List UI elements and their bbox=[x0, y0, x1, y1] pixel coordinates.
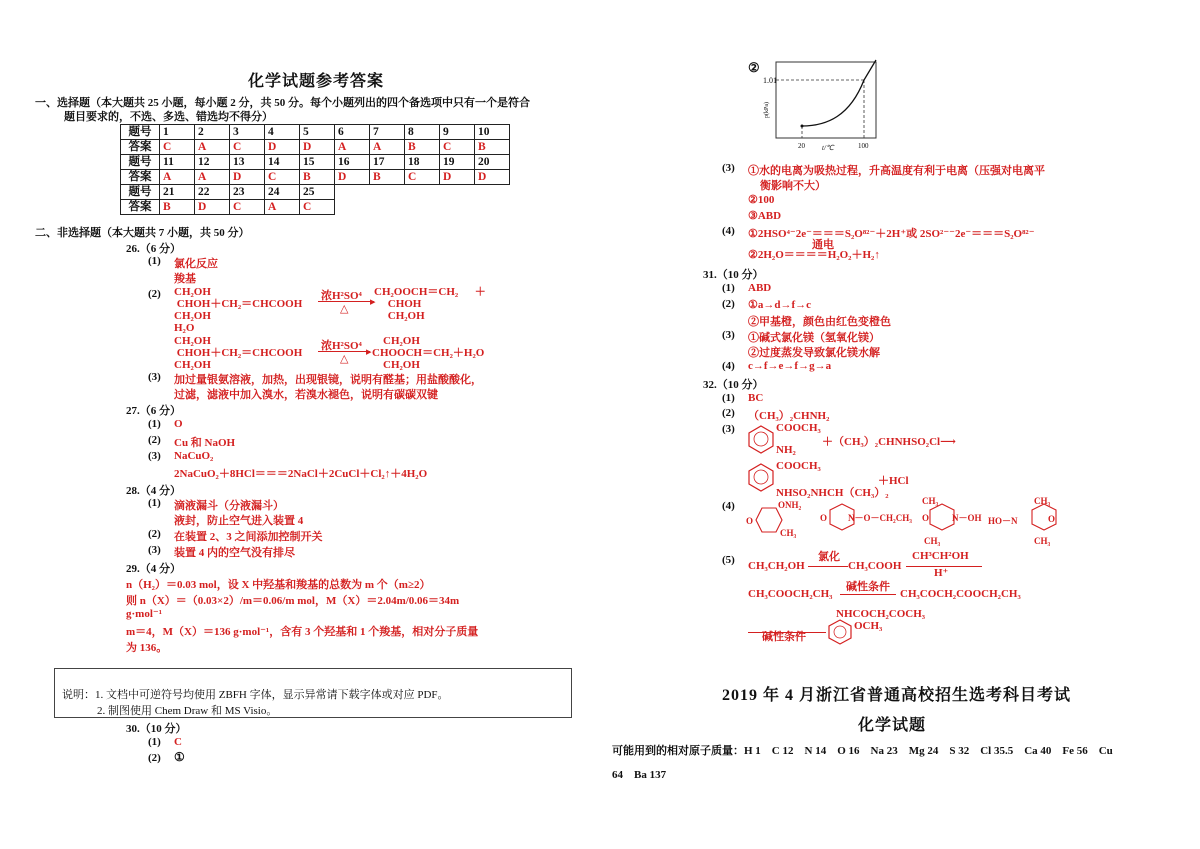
label-3: (3) bbox=[148, 450, 161, 462]
table-row: 答案 B D C A C bbox=[121, 200, 510, 215]
graph-x-tick: 100 bbox=[858, 142, 869, 150]
q32-answer-2: （CH₃）₂CHNH₂ bbox=[748, 410, 830, 422]
q32-heading: 32.（10 分） bbox=[703, 379, 764, 391]
q27-answer-3a: NaCuO₂ bbox=[174, 450, 214, 462]
q32-reactant: ＋（CH₃）₂CHNHSO₂Cl⟶ bbox=[822, 436, 956, 448]
label-2: (2) bbox=[148, 288, 161, 300]
table-row: 题号 1 2 3 4 5 6 7 8 9 10 bbox=[121, 125, 510, 140]
reaction-condition-2: 浓H²SO⁴ bbox=[321, 340, 362, 352]
q29-heading: 29.（4 分） bbox=[126, 563, 181, 575]
q30-answer-3a: ①水的电离为吸热过程，升高温度有利于电离（压强对电离平 bbox=[748, 165, 1045, 177]
label-3: (3) bbox=[722, 423, 735, 435]
reaction-condition: 浓H²SO⁴ bbox=[321, 290, 362, 302]
svg-text:CH₃: CH₃ bbox=[1034, 536, 1051, 546]
q32-isomer-structures bbox=[744, 496, 1074, 552]
substituent-cooch3: COOCH₃ bbox=[776, 460, 821, 472]
q30-answer-4-condition: 通电 bbox=[812, 239, 834, 251]
q27-answer-2: Cu 和 NaOH bbox=[174, 437, 236, 449]
q30-answer-3b: 衡影响不大） bbox=[760, 180, 826, 192]
arrow-head-2: ▸ bbox=[366, 346, 372, 358]
q29-line-a: n（H₂）＝0.03 mol，设 X 中羟基和羧基的总数为 m 个（m≥2） bbox=[126, 579, 431, 591]
q32-5-start: CH₃CH₂OH bbox=[748, 560, 805, 572]
section1-heading-cont: 题目要求的，不选、多选、错选均不得分） bbox=[64, 111, 273, 123]
vapor-pressure-graph bbox=[762, 56, 892, 160]
label-3: (3) bbox=[148, 544, 161, 556]
q28-answer-2: 在装置 2、3 之间添加控制开关 bbox=[174, 531, 323, 543]
label-2: (2) bbox=[148, 434, 161, 446]
q30-answer-2: ① bbox=[174, 750, 185, 764]
label-5: (5) bbox=[722, 554, 735, 566]
q26-answer-1a: 氯化反应 bbox=[174, 258, 218, 270]
note-line-1: 说明：1. 文档中可逆符号均使用 ZBFH 字体，显示异常请下载字体或对应 PDF。 bbox=[62, 689, 449, 701]
q29-line-c: g·mol⁻¹ bbox=[126, 608, 162, 620]
q30-answer-3d: ③ABD bbox=[748, 210, 782, 222]
section1-heading: 一、选择题（本大题共 25 小题，每小题 2 分，共 50 分。每个小题列出的四个备选项中只有一个是符合 bbox=[35, 97, 530, 109]
heat-symbol: △ bbox=[340, 303, 349, 315]
q32-5-cond2: CH³CH²OH bbox=[912, 550, 969, 562]
q32-5-cond3: 碱性条件 bbox=[846, 581, 890, 593]
label-1: (1) bbox=[148, 736, 161, 748]
q31-answer-3b: ②过度蒸发导致氯化镁水解 bbox=[748, 347, 880, 359]
q30-answer-1: C bbox=[174, 736, 182, 748]
q30-heading: 30.（10 分） bbox=[126, 723, 187, 735]
q30-2-circle: ② bbox=[748, 60, 760, 75]
label-1: (1) bbox=[148, 497, 161, 509]
svg-text:N－OH: N－OH bbox=[952, 513, 982, 523]
atomic-masses-line-1: 可能用到的相对原子质量：H 1 C 12 N 14 O 16 Na 23 Mg 24 S 32 Cl 35.5 Ca 40 Fe 56 Cu bbox=[612, 745, 1113, 757]
benzene-ring-icon bbox=[746, 424, 776, 454]
q28-answer-3: 装置 4 内的空气没有排尽 bbox=[174, 547, 295, 559]
label-2: (2) bbox=[722, 407, 735, 419]
arrow bbox=[808, 566, 848, 567]
q32-5-acid: CH₃COOH bbox=[848, 560, 902, 572]
q30-answer-4b: ②2H₂O＝＝＝＝H₂O₂＋H₂↑ bbox=[748, 249, 880, 261]
svg-text:CH₃: CH₃ bbox=[922, 496, 939, 506]
svg-text:ONH₂: ONH₂ bbox=[778, 500, 802, 510]
label-2: (2) bbox=[148, 752, 161, 764]
arrow bbox=[840, 594, 896, 595]
svg-text:O: O bbox=[1048, 514, 1056, 524]
q31-answer-2b: ②甲基橙，颜色由红色变橙色 bbox=[748, 316, 891, 328]
svg-text:O: O bbox=[820, 513, 828, 523]
q31-answer-1: ABD bbox=[748, 282, 772, 294]
label-1: (1) bbox=[148, 255, 161, 267]
svg-text:O: O bbox=[922, 513, 930, 523]
q31-answer-3a: ①碱式氯化镁（氢氧化镁） bbox=[748, 332, 880, 344]
q29-line-b: 则 n（X）＝（0.03×2）/m＝0.06/m mol，M（X）＝2.04m/0.06＝34m bbox=[126, 595, 460, 607]
q32-5-cond4: 碱性条件 bbox=[762, 631, 806, 643]
arrow bbox=[748, 632, 826, 633]
section2-heading: 二、非选择题（本大题共 7 小题，共 50 分） bbox=[35, 227, 250, 239]
q30-answer-4a: ①2HSO⁴⁻2e⁻＝＝＝S₂O⁸²⁻＋2H⁺或 2SO²⁻⁻2e⁻＝＝＝S₂O⁸²⁻ bbox=[748, 228, 1035, 240]
q26-product-2: CH₂OH CHOOCH＝CH₂＋H₂O CH₂OH bbox=[372, 335, 485, 371]
q32-5-product-och3: OCH₃ bbox=[854, 620, 883, 632]
svg-text:O: O bbox=[746, 516, 754, 526]
page-title: 化学试题参考答案 bbox=[248, 73, 385, 90]
svg-text:CH₃: CH₃ bbox=[924, 536, 941, 546]
svg-text:N－O－CH₂CH₃: N－O－CH₂CH₃ bbox=[848, 513, 912, 523]
q32-5-cond1: 氯化 bbox=[818, 551, 840, 563]
q30-answer-3c: ②100 bbox=[748, 194, 775, 206]
q26-reaction-2: CH₂OH CHOH＋CH₂＝CHCOOH CH₂OH bbox=[174, 335, 303, 371]
q27-heading: 27.（6 分） bbox=[126, 405, 181, 417]
label-1: (1) bbox=[722, 392, 735, 404]
graph-y-axis-label: p(kPa) bbox=[764, 102, 770, 118]
label-4: (4) bbox=[722, 360, 735, 372]
q28-answer-1b: 液封，防止空气进入装置 4 bbox=[174, 515, 304, 527]
label-3: (3) bbox=[722, 162, 735, 174]
q29-line-d: m＝4，M（X）＝136 g·mol⁻¹，含有 3 个羟基和 1 个羧基，相对分子质量 bbox=[126, 626, 479, 638]
q26-answer-3a: 加过量银氨溶液，加热，出现银镜，说明有醛基；用盐酸酸化， bbox=[174, 374, 482, 386]
table-row: 答案 C A C D D A A B C B bbox=[121, 140, 510, 155]
heat-symbol-2: △ bbox=[340, 353, 349, 365]
graph-y-tick: 1.01 bbox=[763, 76, 777, 85]
exam-subtitle: 化学试题 bbox=[858, 717, 927, 734]
label-4: (4) bbox=[722, 500, 735, 512]
answer-table bbox=[120, 124, 510, 215]
label-2: (2) bbox=[722, 298, 735, 310]
benzene-ring-icon bbox=[746, 462, 776, 492]
graph-x-tick: 20 bbox=[798, 142, 805, 150]
label-4: (4) bbox=[722, 225, 735, 237]
svg-text:CH₃: CH₃ bbox=[780, 528, 797, 538]
q31-heading: 31.（10 分） bbox=[703, 269, 764, 281]
q26-answer-1b: 羧基 bbox=[174, 273, 196, 285]
substituent-nh2: NH₂ bbox=[776, 444, 796, 456]
benzene-ring-icon bbox=[826, 618, 854, 646]
table-row: 题号 11 12 13 14 15 16 17 18 19 20 bbox=[121, 155, 510, 170]
q32-5-ketoester: CH₃COCH₂COOCH₂CH₃ bbox=[900, 588, 1021, 600]
q27-answer-3b: 2NaCuO₂＋8HCl＝＝＝2NaCl＋2CuCl＋Cl₂↑＋4H₂O bbox=[174, 468, 428, 480]
table-row: 答案 A A D C B D B C D D bbox=[121, 170, 510, 185]
q26-heading: 26.（6 分） bbox=[126, 243, 181, 255]
table-row: 题号 21 22 23 24 25 bbox=[121, 185, 510, 200]
q32-product: NHSO₂NHCH（CH₃）₂ bbox=[776, 487, 889, 499]
label-1: (1) bbox=[148, 418, 161, 430]
q31-answer-2a: ①a→d→f→c bbox=[748, 299, 812, 311]
q26-answer-3b: 过滤，滤液中加入溴水，若溴水褪色，说明有碳碳双键 bbox=[174, 389, 438, 401]
q26-reaction-1: CH₂OH CHOH＋CH₂＝CHCOOH CH₂OH H₂O bbox=[174, 286, 303, 334]
atomic-masses-line-2: 64 Ba 137 bbox=[612, 769, 667, 781]
q27-answer-1: O bbox=[174, 418, 183, 430]
substituent-cooch3: COOCH₃ bbox=[776, 422, 821, 434]
q31-answer-4: c→f→e→f→g→a bbox=[748, 360, 832, 372]
q29-line-e: 为 136。 bbox=[126, 642, 168, 654]
q28-heading: 28.（4 分） bbox=[126, 485, 181, 497]
exam-title: 2019 年 4 月浙江省普通高校招生选考科目考试 bbox=[722, 687, 1072, 704]
q28-answer-1a: 滴液漏斗（分液漏斗） bbox=[174, 500, 284, 512]
q32-5-product-top: NHCOCH₂COCH₃ bbox=[836, 608, 926, 620]
label-1: (1) bbox=[722, 282, 735, 294]
q32-answer-1: BC bbox=[748, 392, 764, 404]
q32-5-cond2b: H⁺ bbox=[934, 567, 949, 579]
note-line-2: 2. 制图使用 Chem Draw 和 MS Visio。 bbox=[97, 705, 278, 717]
q32-product-hcl: ＋HCl bbox=[878, 475, 909, 487]
svg-text:HO－N: HO－N bbox=[988, 516, 1018, 526]
q32-5-ester: CH₃COOCH₂CH₃ bbox=[748, 588, 833, 600]
svg-text:CH₃: CH₃ bbox=[1034, 496, 1051, 506]
graph-x-axis-label: t/℃ bbox=[822, 144, 834, 152]
label-3: (3) bbox=[148, 371, 161, 383]
arrow-head: ▸ bbox=[370, 296, 376, 308]
label-3: (3) bbox=[722, 329, 735, 341]
label-2: (2) bbox=[148, 528, 161, 540]
q26-product-1: CH₂OOCH＝CH₂ ＋ CHOH CH₂OH bbox=[374, 286, 486, 322]
